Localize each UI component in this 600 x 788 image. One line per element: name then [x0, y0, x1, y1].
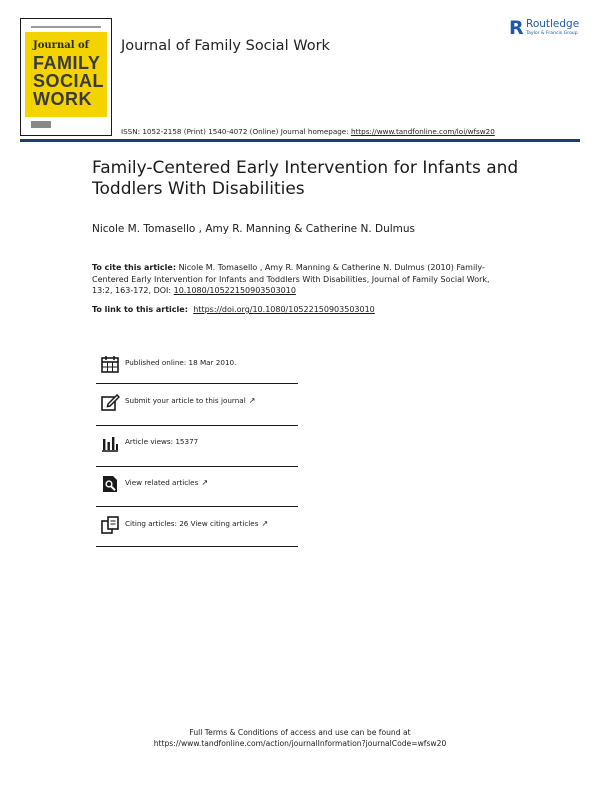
- journal-cover-image: [20, 18, 112, 136]
- terms-text: Full Terms & Conditions of access and use can be found at: [189, 728, 411, 737]
- row-divider: [96, 383, 298, 384]
- citing-articles-label: Citing articles: 26 View citing articles: [125, 519, 259, 528]
- article-views-row: [96, 431, 298, 459]
- cover-title-block: [33, 54, 104, 108]
- terms-footer: [0, 727, 600, 749]
- calendar-icon: [100, 354, 120, 374]
- article-views-text: Article views: 15377: [125, 437, 199, 446]
- related-articles-row[interactable]: [96, 472, 298, 500]
- citation-text: Nicole M. Tomasello , Amy R. Manning & Catherine N. Dulmus (2010) Family-Centered Early Intervention for Infants and Toddlers With Disabilities, Journal of Family Social Work, 13:2, 163-172, DOI:: [92, 263, 490, 295]
- article-link-label: To link to this article:: [92, 305, 191, 314]
- issn-text: ISSN: 1052-2158 (Print) 1540-4072 (Online) Journal homepage:: [121, 127, 351, 136]
- citation-block: [92, 262, 512, 297]
- submit-article-link[interactable]: [125, 396, 255, 405]
- journal-homepage-link[interactable]: https://www.tandfonline.com/loi/wfsw20: [350, 127, 495, 136]
- issn-line: [121, 127, 495, 136]
- cover-title-word: SOCIAL: [33, 71, 105, 91]
- article-title: Family-Centered Early Intervention for Infants and Toddlers With Disabilities: [92, 158, 519, 199]
- submit-article-label: Submit your article to this journal: [125, 396, 246, 405]
- row-divider: [96, 466, 298, 467]
- article-authors: Nicole M. Tomasello , Amy R. Manning & Catherine N. Dulmus: [92, 223, 416, 235]
- related-articles-link[interactable]: [125, 478, 208, 487]
- publisher-name: Routledge: [526, 18, 580, 30]
- edit-icon: [100, 392, 120, 412]
- citation-label: To cite this article:: [92, 263, 177, 272]
- related-articles-label: View related articles: [125, 478, 199, 487]
- row-divider: [96, 546, 298, 547]
- doi-link[interactable]: 10.1080/10522150903503010: [173, 286, 296, 295]
- external-link-icon: ↗: [201, 478, 209, 487]
- citations-icon: [100, 515, 120, 535]
- publisher-tagline: Taylor & Francis Group: [526, 31, 578, 36]
- article-doi-url-link[interactable]: https://doi.org/10.1080/10522150903503010: [193, 305, 375, 314]
- row-divider: [96, 506, 298, 507]
- citing-articles-row[interactable]: [96, 513, 298, 541]
- cover-title-word: FAMILY: [33, 53, 101, 73]
- cover-publisher-logo: [31, 121, 51, 128]
- search-document-icon: [100, 474, 120, 494]
- submit-article-row[interactable]: [96, 390, 298, 418]
- terms-link[interactable]: https://www.tandfonline.com/action/journalInformation?journalCode=wfsw20: [153, 739, 447, 748]
- external-link-icon: ↗: [248, 396, 256, 405]
- published-online-text: Published online: 18 Mar 2010.: [125, 358, 237, 367]
- journal-title: Journal of Family Social Work: [121, 38, 330, 54]
- header-divider: [20, 139, 580, 142]
- routledge-logo-icon: R: [509, 17, 524, 39]
- published-online-row: [96, 352, 298, 380]
- bar-chart-icon: [100, 433, 120, 453]
- article-link-line: [92, 305, 375, 314]
- row-divider: [96, 425, 298, 426]
- external-link-icon: ↗: [261, 519, 269, 528]
- cover-title-line: Journal of: [33, 40, 89, 51]
- cover-title-word: WORK: [33, 89, 92, 109]
- citing-articles-link[interactable]: [125, 519, 268, 528]
